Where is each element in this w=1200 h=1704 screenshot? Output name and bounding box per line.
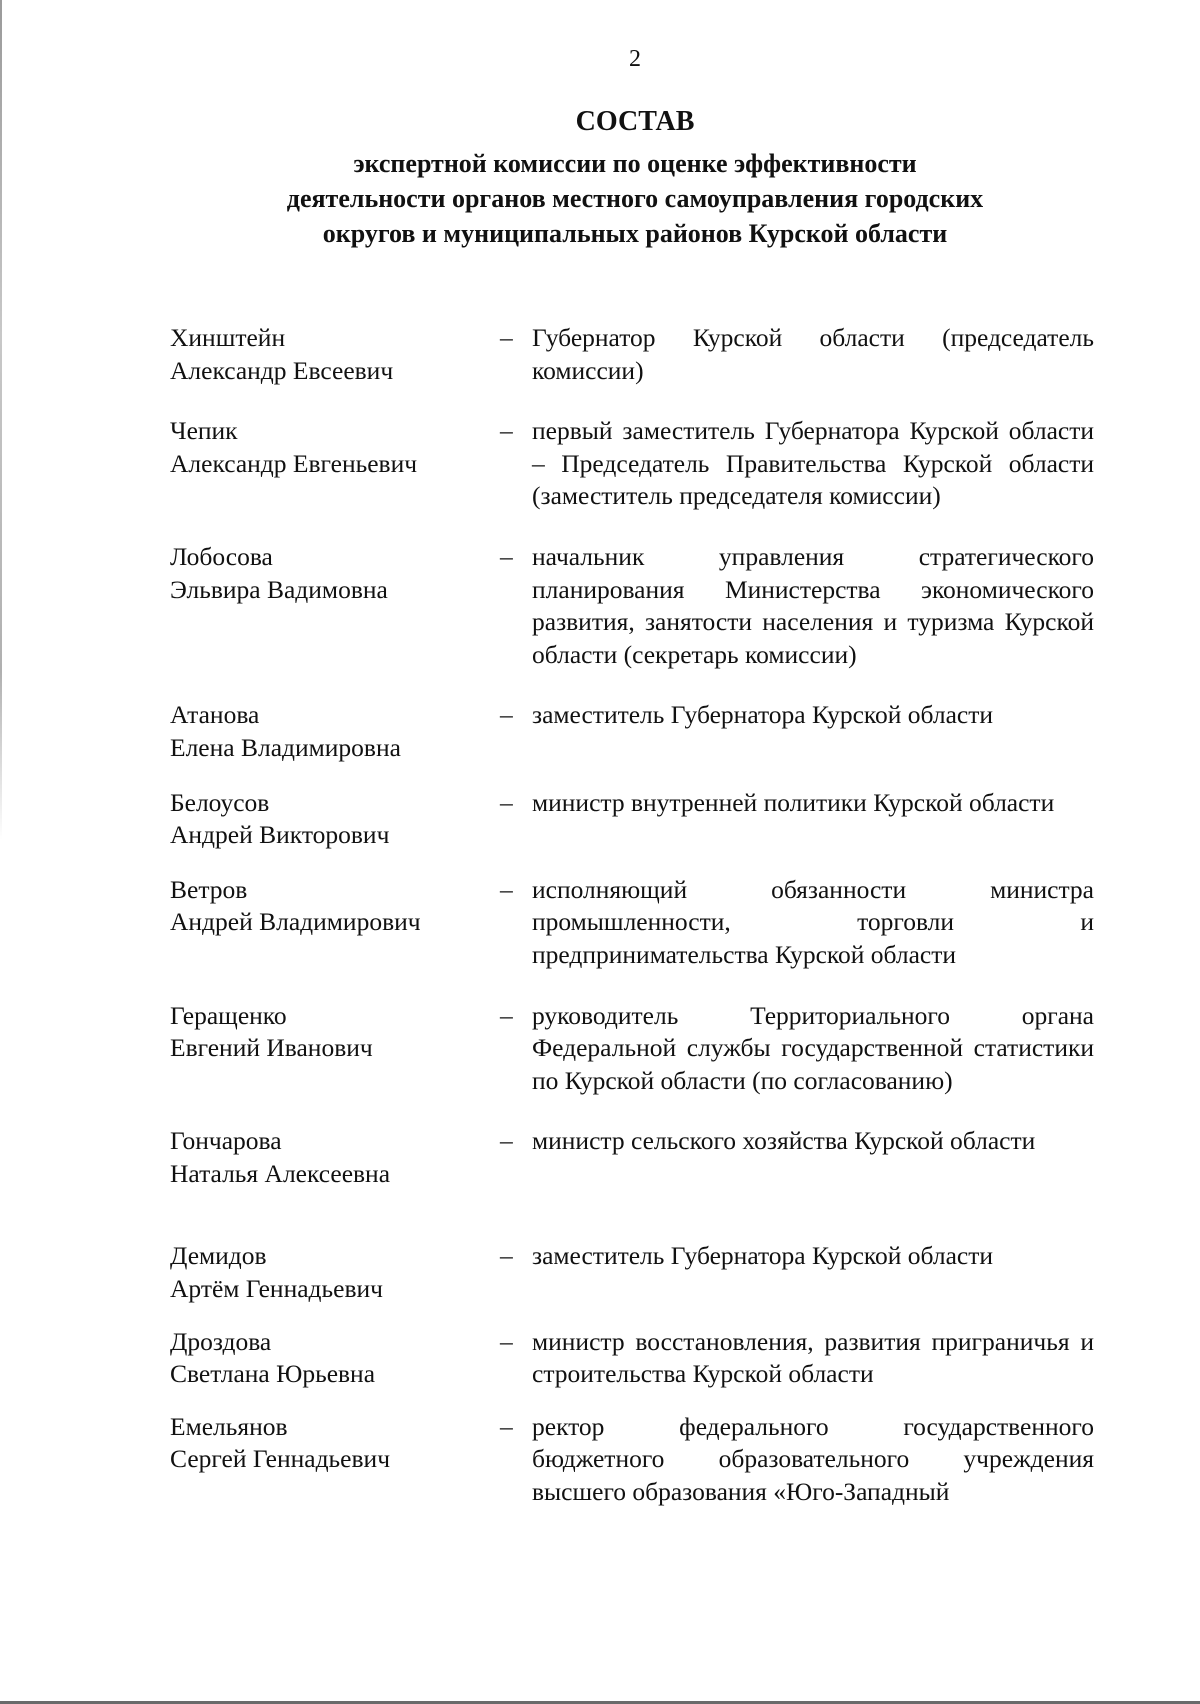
member-position: Губернатор Курской области (председатель комиссии)	[532, 323, 1094, 385]
member-entry	[170, 1411, 1094, 1509]
member-position: заместитель Губернатора Курской области	[532, 700, 993, 730]
member-position: заместитель Губернатора Курской области	[532, 1241, 993, 1271]
member-position: ректор федерального государственного бюджетного образовательного учреждения высшего образования «Юго-Западный	[532, 1411, 1094, 1507]
member-name	[170, 541, 500, 671]
member-entry	[170, 1000, 1094, 1098]
member-entry	[170, 541, 1094, 671]
member-name	[170, 874, 500, 972]
document-title: СОСТАВ	[575, 106, 695, 137]
member-name	[170, 415, 500, 513]
member-surname: Белоусов	[170, 787, 270, 817]
document-subtitle-line: деятельности органов местного самоуправления городских	[286, 184, 984, 213]
member-position: министр внутренней политики Курской области	[532, 787, 1055, 817]
member-surname: Дроздова	[170, 1326, 272, 1356]
commission-members-list	[170, 322, 1094, 1509]
member-surname: Хинштейн	[170, 323, 286, 352]
member-name	[170, 1240, 500, 1305]
document-heading	[170, 102, 1100, 251]
member-given-names: Андрей Владимирович	[170, 907, 421, 937]
member-dash: –	[500, 541, 513, 571]
scan-edge-left	[0, 0, 2, 840]
member-dash: –	[500, 1411, 513, 1441]
member-dash: –	[500, 1326, 513, 1356]
member-entry	[170, 322, 1094, 387]
member-position: исполняющий обязанности министра промышленности, торговли и предпринимательства Курской области	[532, 874, 1094, 969]
member-given-names: Андрей Викторович	[170, 820, 390, 850]
member-given-names: Наталья Алексеевна	[170, 1158, 391, 1188]
member-name	[170, 1326, 500, 1391]
member-surname: Емельянов	[170, 1411, 288, 1441]
member-surname: Чепик	[170, 416, 238, 446]
page-number: 2	[629, 46, 641, 72]
member-dash: –	[500, 416, 513, 446]
member-surname: Ветров	[170, 874, 248, 904]
member-surname: Гончарова	[170, 1126, 282, 1156]
member-entry	[170, 1125, 1094, 1190]
member-position: руководитель Территориального органа Федеральной службы государственной статистики по Курской области (по согласованию)	[532, 1000, 1094, 1095]
member-entry	[170, 1240, 1094, 1305]
member-surname: Демидов	[170, 1241, 267, 1271]
member-entry	[170, 1326, 1094, 1391]
document-subtitle-line: экспертной комиссии по оценке эффективности	[353, 149, 917, 178]
member-position: министр восстановления, развития приграничья и строительства Курской области	[532, 1326, 1094, 1389]
document-subtitle-line: округов и муниципальных районов Курской области	[322, 219, 948, 248]
member-given-names: Александр Евгеньевич	[170, 448, 418, 478]
member-given-names: Светлана Юрьевна	[170, 1359, 376, 1389]
member-dash: –	[500, 1241, 513, 1271]
member-dash: –	[500, 700, 513, 730]
member-name	[170, 1411, 500, 1509]
member-dash: –	[500, 874, 513, 904]
member-dash: –	[500, 1000, 513, 1030]
member-position: министр сельского хозяйства Курской области	[532, 1126, 1036, 1156]
member-name	[170, 1000, 500, 1098]
member-dash: –	[500, 787, 513, 817]
member-position: начальник управления стратегического планирования Министерства экономического развития, занятости населения и туризма Курской области (секретарь комиссии)	[532, 541, 1094, 669]
member-given-names: Елена Владимировна	[170, 732, 401, 762]
member-given-names: Артём Геннадьевич	[170, 1274, 383, 1304]
member-name	[170, 1125, 500, 1190]
member-given-names: Сергей Геннадьевич	[170, 1444, 391, 1474]
member-entry	[170, 874, 1094, 972]
member-surname: Атанова	[170, 700, 260, 730]
member-given-names: Александр Евсеевич	[170, 355, 394, 385]
member-entry	[170, 699, 1094, 764]
member-position: первый заместитель Губернатора Курской области – Председатель Правительства Курской области (заместитель председателя комиссии)	[532, 416, 1094, 511]
member-surname: Геращенко	[170, 1000, 287, 1030]
member-entry	[170, 787, 1094, 852]
member-name	[170, 322, 500, 387]
member-entry	[170, 415, 1094, 513]
member-name	[170, 699, 500, 764]
member-name	[170, 787, 500, 852]
member-given-names: Евгений Иванович	[170, 1033, 373, 1063]
member-dash: –	[500, 1126, 513, 1156]
member-given-names: Эльвира Вадимовна	[170, 574, 388, 604]
member-surname: Лобосова	[170, 541, 273, 571]
member-dash: –	[500, 323, 513, 352]
